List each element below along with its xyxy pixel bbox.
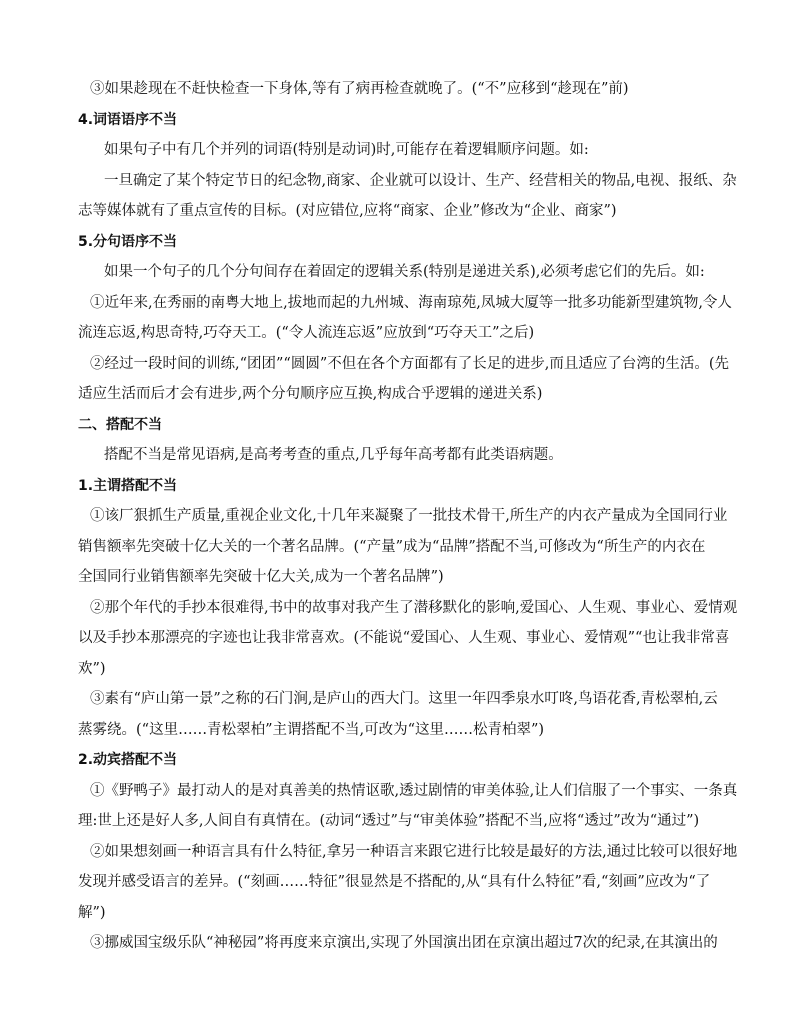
- paragraph-line: 以及手抄本那漂亮的字迹也让我非常喜欢。(不能说“爱国心、人生观、事业心、爱情观”“也让我非常喜: [78, 630, 730, 646]
- paragraph-line: 适应生活而后才会有进步,两个分句顺序应互换,构成合乎逻辑的递进关系): [78, 386, 543, 402]
- paragraph-line: 搭配不当是常见语病,是高考考查的重点,几乎每年高考都有此类语病题。: [104, 447, 563, 463]
- paragraph-line: 一旦确定了某个特定节日的纪念物,商家、企业就可以设计、生产、经营相关的物品,电视、报纸、杂: [104, 172, 737, 189]
- paragraph-line: ③挪威国宝级乐队“神秘园”将再度来京演出,实现了外国演出团在京演出超过7次的纪录,在其演出的: [90, 935, 718, 951]
- paragraph-line: ①该厂狠抓生产质量,重视企业文化,十几年来凝聚了一批技术骨干,所生产的内衣产量成为全国同行业: [90, 508, 728, 524]
- paragraph-line: ①近年来,在秀丽的南粤大地上,拔地而起的九州城、海南琼苑,凤城大厦等一批多功能新型建筑物,令人: [90, 294, 732, 311]
- paragraph-line: ③如果趁现在不赶快检查一下身体,等有了病再检查就晚了。(“不”应移到“趁现在”前): [90, 81, 629, 97]
- paragraph-line: ③素有“庐山第一景”之称的石门涧,是庐山的西大门。这里一年四季泉水叮咚,鸟语花香,青松翠柏,云: [90, 691, 718, 707]
- paragraph-line: 流连忘返,构思奇特,巧夺天工。(“令人流连忘返”应放到“巧夺天工”之后): [78, 325, 535, 341]
- paragraph-line: 理:世上还是好人多,人间自有真情在。(动词“透过”与“审美体验”搭配不当,应将“透过”改为“通过”): [78, 813, 700, 829]
- paragraph-line: 蒸雾绕。(“这里……青松翠柏”主谓搭配不当,可改为“这里……松青柏翠”): [78, 721, 545, 738]
- section-heading: 2.动宾搭配不当: [78, 752, 178, 768]
- section-heading: 5.分句语序不当: [78, 233, 178, 250]
- paragraph-line: 如果一个句子的几个分句间存在着固定的逻辑关系(特别是递进关系),必须考虑它们的先后。如:: [104, 264, 705, 280]
- paragraph-line: 解”): [78, 904, 106, 921]
- paragraph-line: 如果句子中有几个并列的词语(特别是动词)时,可能存在着逻辑顺序问题。如:: [104, 142, 589, 158]
- paragraph-line: 全国同行业销售额率先突破十亿大关,成为一个著名品牌”): [78, 569, 444, 585]
- paragraph-line: 销售额率先突破十亿大关的一个著名品牌。(“产量”成为“品牌”搭配不当,可修改为“所生产的内衣在: [78, 538, 706, 555]
- section-heading: 二、搭配不当: [78, 416, 162, 433]
- paragraph-line: ②那个年代的手抄本很难得,书中的故事对我产生了潜移默化的影响,爱国心、人生观、事业心、爱情观: [90, 599, 738, 616]
- paragraph-line: ②如果想刻画一种语言具有什么特征,拿另一种语言来跟它进行比较是最好的方法,通过比较可以很好地: [90, 843, 738, 860]
- paragraph-line: ①《野鸭子》最打动人的是对真善美的热情讴歌,透过剧情的审美体验,让人们信服了一个事实、一条真: [90, 782, 738, 799]
- paragraph-line: 志等媒体就有了重点宣传的目标。(对应错位,应将“商家、企业”修改为“企业、商家”): [78, 203, 617, 219]
- paragraph-line: ②经过一段时间的训练,“团团”“圆圆”不但在各个方面都有了长足的进步,而且适应了台湾的生活。(先: [90, 355, 730, 372]
- section-heading: 1.主谓搭配不当: [78, 477, 178, 494]
- paragraph-line: 欢”): [78, 660, 106, 677]
- paragraph-line: 发现并感受语言的差异。(“刻画……特征”很显然是不搭配的,从“具有什么特征”看,“刻画”应改为“了: [78, 874, 711, 890]
- section-heading: 4.词语语序不当: [78, 111, 178, 128]
